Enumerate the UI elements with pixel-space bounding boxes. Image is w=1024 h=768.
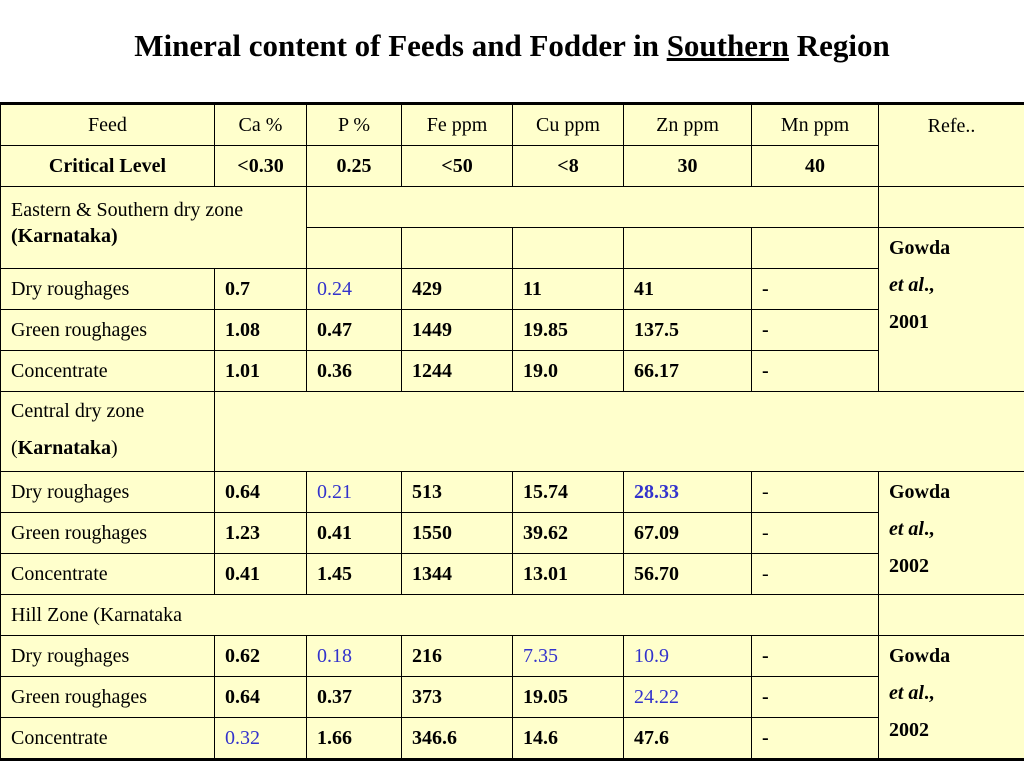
zone-blank xyxy=(215,392,1024,472)
zone-label: Hill Zone (Karnataka xyxy=(1,595,879,636)
blank-cell xyxy=(307,228,402,269)
zone-label: Eastern & Southern dry zone (Karnataka) xyxy=(1,187,307,269)
title-underlined-word: Southern xyxy=(666,28,789,63)
zn-value: 28.33 xyxy=(624,472,752,513)
zn-value: 47.6 xyxy=(624,718,752,760)
cu-value: 19.05 xyxy=(513,677,624,718)
table-row xyxy=(1,472,1024,513)
critical-fe: <50 xyxy=(402,146,513,187)
blank-cell xyxy=(752,228,879,269)
feed-name: Green roughages xyxy=(1,310,215,351)
zone-header-row xyxy=(1,187,1024,228)
zn-value: 24.22 xyxy=(624,677,752,718)
mn-value: - xyxy=(752,513,879,554)
ca-value: 1.23 xyxy=(215,513,307,554)
zn-value: 56.70 xyxy=(624,554,752,595)
table-row xyxy=(1,554,1024,595)
mn-value: - xyxy=(752,310,879,351)
zone-ref-blank xyxy=(879,187,1024,228)
header-fe: Fe ppm xyxy=(402,104,513,146)
feed-name: Concentrate xyxy=(1,718,215,760)
mn-value: - xyxy=(752,269,879,310)
mn-value: - xyxy=(752,472,879,513)
p-value: 0.36 xyxy=(307,351,402,392)
cu-value: 7.35 xyxy=(513,636,624,677)
zone-ref-blank xyxy=(879,595,1024,636)
zn-value: 137.5 xyxy=(624,310,752,351)
fe-value: 513 xyxy=(402,472,513,513)
zn-value: 67.09 xyxy=(624,513,752,554)
header-zn: Zn ppm xyxy=(624,104,752,146)
header-row xyxy=(1,104,1024,146)
ca-value: 1.01 xyxy=(215,351,307,392)
zone-label: Central dry zone (Karnataka) xyxy=(1,392,215,472)
critical-p: 0.25 xyxy=(307,146,402,187)
header-p: P % xyxy=(307,104,402,146)
cu-value: 15.74 xyxy=(513,472,624,513)
feed-name: Concentrate xyxy=(1,351,215,392)
fe-value: 1550 xyxy=(402,513,513,554)
mn-value: - xyxy=(752,351,879,392)
table-row xyxy=(1,636,1024,677)
mn-value: - xyxy=(752,718,879,760)
ca-value: 1.08 xyxy=(215,310,307,351)
header-reference: Refe.. xyxy=(879,104,1024,187)
zone-header-row xyxy=(1,392,1024,472)
mn-value: - xyxy=(752,677,879,718)
feed-name: Green roughages xyxy=(1,677,215,718)
p-value: 0.18 xyxy=(307,636,402,677)
fe-value: 1244 xyxy=(402,351,513,392)
ca-value: 0.7 xyxy=(215,269,307,310)
header-cu: Cu ppm xyxy=(513,104,624,146)
reference-cell: Gowda et al., 2001 xyxy=(879,228,1024,392)
title-text: Mineral content of Feeds and Fodder in xyxy=(134,28,667,63)
ca-value: 0.41 xyxy=(215,554,307,595)
blank-cell xyxy=(624,228,752,269)
header-mn: Mn ppm xyxy=(752,104,879,146)
zn-value: 41 xyxy=(624,269,752,310)
fe-value: 373 xyxy=(402,677,513,718)
critical-cu: <8 xyxy=(513,146,624,187)
fe-value: 1449 xyxy=(402,310,513,351)
p-value: 0.24 xyxy=(307,269,402,310)
fe-value: 1344 xyxy=(402,554,513,595)
blank-cell xyxy=(402,228,513,269)
table-row xyxy=(1,351,1024,392)
cu-value: 13.01 xyxy=(513,554,624,595)
ca-value: 0.64 xyxy=(215,472,307,513)
critical-zn: 30 xyxy=(624,146,752,187)
feed-name: Dry roughages xyxy=(1,472,215,513)
zone-blank xyxy=(307,187,879,228)
feed-name: Green roughages xyxy=(1,513,215,554)
p-value: 0.37 xyxy=(307,677,402,718)
feed-name: Dry roughages xyxy=(1,636,215,677)
fe-value: 429 xyxy=(402,269,513,310)
table-row xyxy=(1,677,1024,718)
critical-mn: 40 xyxy=(752,146,879,187)
ca-value: 0.64 xyxy=(215,677,307,718)
reference-cell: Gowda et al., 2002 xyxy=(879,636,1024,760)
p-value: 1.66 xyxy=(307,718,402,760)
cu-value: 14.6 xyxy=(513,718,624,760)
table-row xyxy=(1,310,1024,351)
zone-header-row xyxy=(1,595,1024,636)
fe-value: 216 xyxy=(402,636,513,677)
cu-value: 11 xyxy=(513,269,624,310)
critical-level-row xyxy=(1,146,1024,187)
cu-value: 39.62 xyxy=(513,513,624,554)
feed-name: Concentrate xyxy=(1,554,215,595)
zn-value: 10.9 xyxy=(624,636,752,677)
zn-value: 66.17 xyxy=(624,351,752,392)
title-suffix: Region xyxy=(789,28,890,63)
table-row xyxy=(1,513,1024,554)
ca-value: 0.62 xyxy=(215,636,307,677)
critical-ca: <0.30 xyxy=(215,146,307,187)
header-ca: Ca % xyxy=(215,104,307,146)
mn-value: - xyxy=(752,554,879,595)
cu-value: 19.85 xyxy=(513,310,624,351)
cu-value: 19.0 xyxy=(513,351,624,392)
p-value: 1.45 xyxy=(307,554,402,595)
critical-label: Critical Level xyxy=(1,146,215,187)
feed-name: Dry roughages xyxy=(1,269,215,310)
blank-cell xyxy=(513,228,624,269)
ca-value: 0.32 xyxy=(215,718,307,760)
table-row xyxy=(1,269,1024,310)
slide-title xyxy=(0,28,1024,64)
p-value: 0.21 xyxy=(307,472,402,513)
mn-value: - xyxy=(752,636,879,677)
mineral-content-table xyxy=(0,102,1024,761)
table-row xyxy=(1,718,1024,760)
p-value: 0.41 xyxy=(307,513,402,554)
fe-value: 346.6 xyxy=(402,718,513,760)
p-value: 0.47 xyxy=(307,310,402,351)
header-feed: Feed xyxy=(1,104,215,146)
reference-cell: Gowda et al., 2002 xyxy=(879,472,1024,595)
